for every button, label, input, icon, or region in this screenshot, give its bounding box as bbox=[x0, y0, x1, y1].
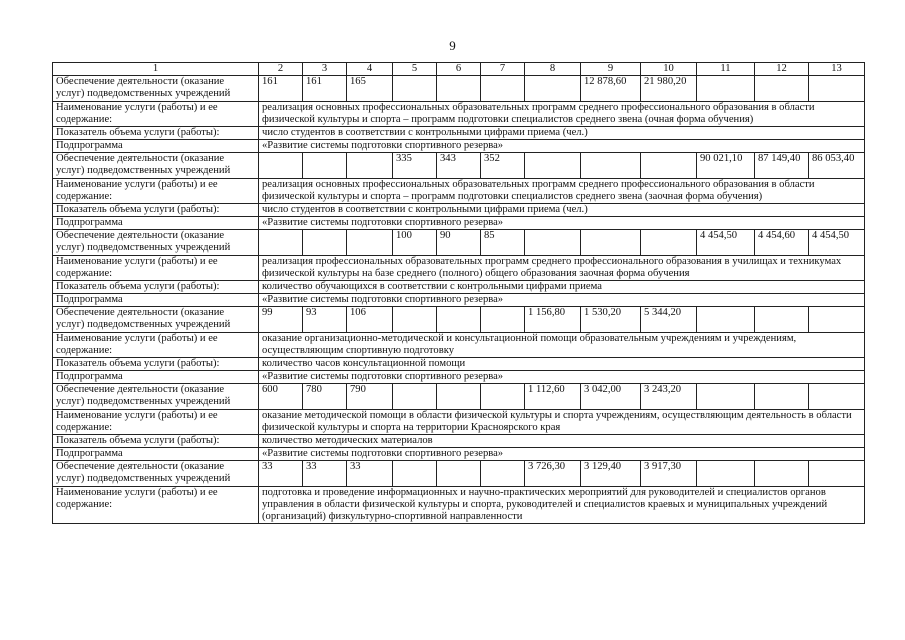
value-cell: 90 021,10 bbox=[697, 153, 755, 179]
row-label: Наименование услуги (работы) и ее содержание: bbox=[53, 333, 259, 358]
value-cell bbox=[525, 76, 581, 102]
row-label: Подпрограмма bbox=[53, 294, 259, 307]
value-cell bbox=[755, 384, 809, 410]
table-body bbox=[53, 63, 865, 524]
value-cell: 12 878,60 bbox=[581, 76, 641, 102]
value-cell: 33 bbox=[347, 461, 393, 487]
table-row bbox=[53, 281, 865, 294]
row-text: подготовка и проведение информационных и научно-практических мероприятий для руководителей и специалистов органов управления в области физической культуры и спорта, руководителей и специалистов краевых и муниципальных учреждений (организаций) физкультурно-спортивной направленности bbox=[259, 487, 865, 524]
value-cell bbox=[755, 76, 809, 102]
value-cell: 106 bbox=[347, 307, 393, 333]
value-cell bbox=[581, 153, 641, 179]
row-label: Обеспечение деятельности (оказание услуг) подведомственных учреждений bbox=[53, 76, 259, 102]
row-text: «Развитие системы подготовки спортивного резерва» bbox=[259, 371, 865, 384]
row-text: оказание методической помощи в области физической культуры и спорта учреждениям, осуществляющим деятельность в области физической культуры и спорта на территории Красноярского края bbox=[259, 410, 865, 435]
row-label: Показатель объема услуги (работы): bbox=[53, 435, 259, 448]
column-header: 6 bbox=[437, 63, 481, 76]
table-row bbox=[53, 487, 865, 524]
value-cell: 335 bbox=[393, 153, 437, 179]
row-label: Наименование услуги (работы) и ее содержание: bbox=[53, 256, 259, 281]
value-cell: 86 053,40 bbox=[809, 153, 865, 179]
row-text: количество часов консультационной помощи bbox=[259, 358, 865, 371]
value-cell bbox=[437, 461, 481, 487]
table-row bbox=[53, 256, 865, 281]
table-row bbox=[53, 230, 865, 256]
row-label: Обеспечение деятельности (оказание услуг) подведомственных учреждений bbox=[53, 230, 259, 256]
value-cell bbox=[755, 307, 809, 333]
services-table bbox=[52, 62, 865, 524]
value-cell: 87 149,40 bbox=[755, 153, 809, 179]
column-header: 8 bbox=[525, 63, 581, 76]
row-label: Наименование услуги (работы) и ее содержание: bbox=[53, 487, 259, 524]
value-cell bbox=[697, 76, 755, 102]
value-cell: 3 129,40 bbox=[581, 461, 641, 487]
row-text: число студентов в соответствии с контрольными цифрами приема (чел.) bbox=[259, 204, 865, 217]
row-label: Показатель объема услуги (работы): bbox=[53, 127, 259, 140]
value-cell bbox=[347, 230, 393, 256]
value-cell bbox=[393, 461, 437, 487]
value-cell: 1 156,80 bbox=[525, 307, 581, 333]
value-cell: 161 bbox=[259, 76, 303, 102]
row-text: «Развитие системы подготовки спортивного резерва» bbox=[259, 448, 865, 461]
table-row bbox=[53, 371, 865, 384]
column-header: 3 bbox=[303, 63, 347, 76]
column-header: 4 bbox=[347, 63, 393, 76]
value-cell: 3 243,20 bbox=[641, 384, 697, 410]
row-label: Подпрограмма bbox=[53, 217, 259, 230]
row-label: Обеспечение деятельности (оказание услуг) подведомственных учреждений bbox=[53, 307, 259, 333]
column-header: 11 bbox=[697, 63, 755, 76]
row-label: Подпрограмма bbox=[53, 371, 259, 384]
value-cell bbox=[697, 461, 755, 487]
page-number: 9 bbox=[449, 38, 456, 53]
value-cell: 600 bbox=[259, 384, 303, 410]
row-text: «Развитие системы подготовки спортивного резерва» bbox=[259, 140, 865, 153]
row-text: число студентов в соответствии с контрольными цифрами приема (чел.) bbox=[259, 127, 865, 140]
row-label: Наименование услуги (работы) и ее содержание: bbox=[53, 102, 259, 127]
row-label: Подпрограмма bbox=[53, 140, 259, 153]
column-header: 1 bbox=[53, 63, 259, 76]
value-cell bbox=[437, 307, 481, 333]
column-header: 9 bbox=[581, 63, 641, 76]
row-label: Показатель объема услуги (работы): bbox=[53, 204, 259, 217]
table-row bbox=[53, 102, 865, 127]
value-cell: 99 bbox=[259, 307, 303, 333]
row-label: Подпрограмма bbox=[53, 448, 259, 461]
value-cell: 4 454,50 bbox=[809, 230, 865, 256]
value-cell bbox=[809, 461, 865, 487]
table-row bbox=[53, 140, 865, 153]
table-row bbox=[53, 410, 865, 435]
row-label: Показатель объема услуги (работы): bbox=[53, 281, 259, 294]
value-cell: 3 726,30 bbox=[525, 461, 581, 487]
value-cell: 100 bbox=[393, 230, 437, 256]
table-row bbox=[53, 448, 865, 461]
value-cell: 33 bbox=[303, 461, 347, 487]
value-cell bbox=[809, 76, 865, 102]
value-cell bbox=[437, 384, 481, 410]
value-cell bbox=[755, 461, 809, 487]
row-text: реализация основных профессиональных образовательных программ среднего профессионального образования в области физической культуры и спорта – программ подготовки специалистов среднего звена (заочная форма обучения) bbox=[259, 179, 865, 204]
value-cell bbox=[393, 307, 437, 333]
row-text: оказание организационно-методической и консультационной помощи образовательным учреждениям и учреждениям, осуществляющим спортивную подготовку bbox=[259, 333, 865, 358]
value-cell bbox=[581, 230, 641, 256]
value-cell bbox=[393, 76, 437, 102]
row-label: Обеспечение деятельности (оказание услуг) подведомственных учреждений bbox=[53, 384, 259, 410]
value-cell bbox=[641, 153, 697, 179]
column-header: 10 bbox=[641, 63, 697, 76]
value-cell bbox=[259, 153, 303, 179]
value-cell bbox=[393, 384, 437, 410]
value-cell: 4 454,60 bbox=[755, 230, 809, 256]
table-row bbox=[53, 307, 865, 333]
row-label: Наименование услуги (работы) и ее содержание: bbox=[53, 179, 259, 204]
value-cell bbox=[347, 153, 393, 179]
value-cell bbox=[525, 230, 581, 256]
value-cell: 90 bbox=[437, 230, 481, 256]
value-cell bbox=[259, 230, 303, 256]
value-cell: 5 344,20 bbox=[641, 307, 697, 333]
row-label: Наименование услуги (работы) и ее содержание: bbox=[53, 410, 259, 435]
value-cell bbox=[641, 230, 697, 256]
value-cell: 790 bbox=[347, 384, 393, 410]
value-cell: 85 bbox=[481, 230, 525, 256]
value-cell bbox=[809, 307, 865, 333]
value-cell: 21 980,20 bbox=[641, 76, 697, 102]
value-cell: 343 bbox=[437, 153, 481, 179]
row-text: «Развитие системы подготовки спортивного резерва» bbox=[259, 294, 865, 307]
value-cell: 352 bbox=[481, 153, 525, 179]
table-row bbox=[53, 76, 865, 102]
column-header: 5 bbox=[393, 63, 437, 76]
row-text: «Развитие системы подготовки спортивного резерва» bbox=[259, 217, 865, 230]
value-cell bbox=[481, 76, 525, 102]
row-text: количество обучающихся в соответствии с контрольными цифрами приема bbox=[259, 281, 865, 294]
row-label: Обеспечение деятельности (оказание услуг) подведомственных учреждений bbox=[53, 461, 259, 487]
value-cell: 165 bbox=[347, 76, 393, 102]
header-row bbox=[53, 63, 865, 76]
value-cell bbox=[481, 461, 525, 487]
row-label: Показатель объема услуги (работы): bbox=[53, 358, 259, 371]
table-row bbox=[53, 294, 865, 307]
value-cell bbox=[481, 384, 525, 410]
value-cell bbox=[437, 76, 481, 102]
value-cell: 33 bbox=[259, 461, 303, 487]
value-cell bbox=[303, 230, 347, 256]
column-header: 2 bbox=[259, 63, 303, 76]
table-row bbox=[53, 179, 865, 204]
row-text: реализация профессиональных образовательных программ среднего профессионального образования в училищах и техникумах физической культуры на базе среднего (полного) общего образования заочная форма обучения bbox=[259, 256, 865, 281]
table-row bbox=[53, 358, 865, 371]
table-row bbox=[53, 127, 865, 140]
row-text: количество методических материалов bbox=[259, 435, 865, 448]
value-cell bbox=[481, 307, 525, 333]
column-header: 7 bbox=[481, 63, 525, 76]
row-text: реализация основных профессиональных образовательных программ среднего профессионального образования в области физической культуры и спорта – программ подготовки специалистов среднего звена (очная форма обучения) bbox=[259, 102, 865, 127]
table-row bbox=[53, 217, 865, 230]
value-cell bbox=[697, 384, 755, 410]
table-row bbox=[53, 384, 865, 410]
table-row bbox=[53, 461, 865, 487]
column-header: 12 bbox=[755, 63, 809, 76]
value-cell bbox=[697, 307, 755, 333]
value-cell: 93 bbox=[303, 307, 347, 333]
value-cell: 780 bbox=[303, 384, 347, 410]
table-row bbox=[53, 333, 865, 358]
value-cell: 4 454,50 bbox=[697, 230, 755, 256]
table-row bbox=[53, 204, 865, 217]
table-row bbox=[53, 435, 865, 448]
value-cell: 3 042,00 bbox=[581, 384, 641, 410]
value-cell: 3 917,30 bbox=[641, 461, 697, 487]
value-cell: 1 112,60 bbox=[525, 384, 581, 410]
value-cell bbox=[809, 384, 865, 410]
table-row bbox=[53, 153, 865, 179]
value-cell bbox=[303, 153, 347, 179]
value-cell: 1 530,20 bbox=[581, 307, 641, 333]
column-header: 13 bbox=[809, 63, 865, 76]
value-cell bbox=[525, 153, 581, 179]
row-label: Обеспечение деятельности (оказание услуг) подведомственных учреждений bbox=[53, 153, 259, 179]
value-cell: 161 bbox=[303, 76, 347, 102]
